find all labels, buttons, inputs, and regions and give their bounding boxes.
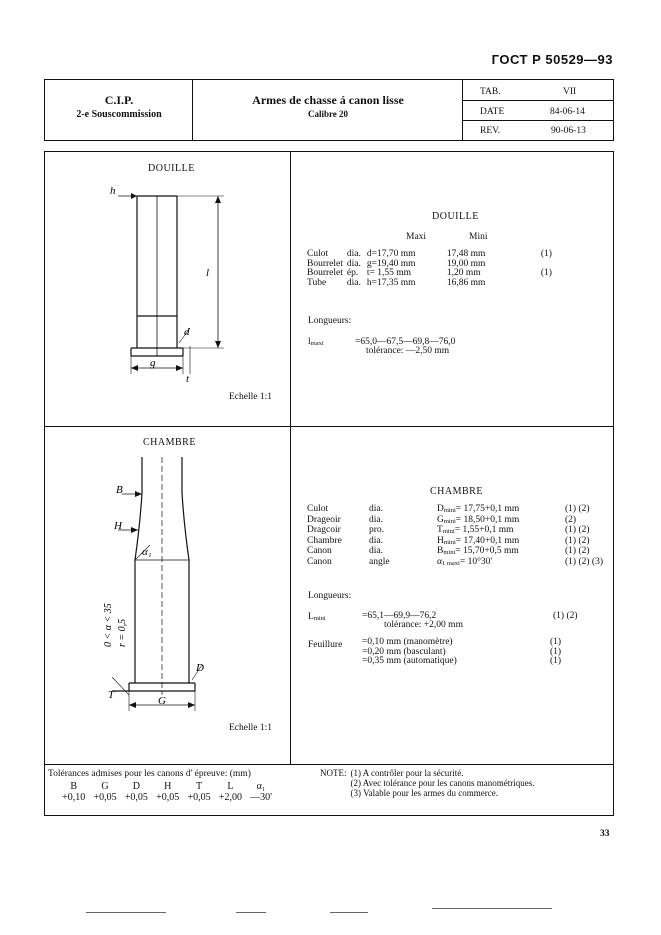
row-symbol-sub: 1 maxi — [441, 559, 460, 567]
chambre-longueurs-label: Longueurs: — [308, 591, 352, 601]
row-symbol: H — [437, 535, 444, 546]
row-note: (1) (2) — [565, 535, 590, 546]
row-type: pro. — [369, 525, 385, 536]
feuillure-note: (1) — [550, 656, 562, 667]
row-value-text: = 17,75+0,1 mm — [455, 504, 520, 514]
chambre-drawing-title: CHAMBRE — [143, 437, 196, 448]
tolerance-value: —30' — [250, 792, 272, 803]
chambre-dim-T: T — [108, 689, 115, 701]
row-symbol-sub: mini — [443, 549, 456, 557]
row-note: (1) — [540, 249, 552, 259]
douille-lmaxi-label: $l_{maxi}$ — [308, 337, 324, 347]
chambre-drawing — [82, 455, 272, 725]
row-symbol: α — [437, 556, 442, 567]
row-note: (1) (2) — [565, 525, 590, 536]
tolerance-symbol: H — [164, 781, 172, 792]
row-mini: 16,86 mm — [446, 277, 486, 288]
page-number: 33 — [600, 829, 610, 839]
tolerances-table — [58, 781, 276, 803]
row-value-text: = 1,55+0,1 mm — [454, 525, 514, 536]
row-note — [539, 279, 554, 289]
header-subcommission: 2-e Souscommission — [76, 109, 162, 120]
row-type: dia. — [369, 535, 383, 546]
douille-tolerance: tolérance: —2,50 mm — [366, 346, 450, 356]
tolerance-symbol: T — [195, 781, 203, 792]
tab-label: TAB. — [480, 87, 501, 97]
chambre-dim-B: B — [116, 484, 123, 496]
notes-block — [318, 768, 537, 798]
douille-dim-g: g — [150, 357, 156, 369]
chambre-dim-D: D — [196, 662, 204, 674]
chambre-dim-angle: 0 < α < 35 — [103, 603, 114, 647]
douille-scale: Echelle 1:1 — [229, 392, 272, 402]
note-item: (2) Avec tolérance pour les canons manométriques. — [350, 778, 535, 788]
row-name: Culot — [307, 249, 329, 259]
row-name: Bourrelet — [307, 268, 343, 279]
col-mini: Mini — [469, 232, 488, 242]
row-note: (1) (2) (3) — [565, 556, 603, 567]
feuillure-label: Feuillure — [308, 640, 343, 650]
notes-label: NOTE: — [320, 768, 347, 778]
feuillure-note: (1) — [550, 646, 562, 657]
feuillure-value: =0,10 mm (manomètre) — [362, 637, 453, 647]
row-mini: 17,48 mm — [446, 249, 486, 259]
row-symbol-sub: mini — [443, 538, 456, 546]
douille-lmaxi-value: =65,0—67,5—69,8—76,0 — [355, 337, 456, 347]
tab-value: VII — [563, 87, 577, 97]
row-note: (2) — [565, 514, 577, 525]
row-type: dia. — [346, 277, 361, 288]
note-item: (3) Valable pour les armes du commerce. — [350, 788, 499, 798]
douille-dim-h: h — [110, 185, 116, 197]
douille-table — [305, 250, 554, 288]
date-value: 84-06-14 — [550, 107, 585, 117]
tolerance-symbol: B — [70, 781, 77, 792]
douille-drawing — [100, 178, 280, 388]
rev-value: 90-06-13 — [551, 126, 586, 136]
standard-code: ГОСТ Р 50529—93 — [491, 52, 613, 67]
col-maxi: Maxi — [406, 232, 427, 242]
tolerances-title: Tolérances admises pour les canons d' épreuve: (mm) — [48, 769, 251, 779]
row-value — [435, 558, 563, 569]
row-value-text: = 17,40+0,1 mm — [455, 535, 520, 546]
row-symbol-sub: mini — [443, 517, 456, 525]
row-type: dia. — [369, 546, 383, 557]
tolerance-value: +0,10 — [62, 792, 86, 803]
douille-longueurs-label: Longueurs: — [308, 316, 352, 326]
row-maxi: h=17,35 mm — [366, 277, 416, 288]
chambre-dim-H: H — [114, 520, 122, 532]
row-name: Canon — [307, 556, 332, 567]
header-title: Armes de chasse á canon lisse — [252, 93, 404, 107]
row-maxi: d=17,70 mm — [366, 249, 416, 259]
date-label: DATE — [480, 107, 505, 117]
tolerance-value: +0,05 — [124, 792, 148, 803]
rev-label: REV. — [480, 126, 501, 136]
chambre-tolerance: tolérance: +2,00 mm — [384, 620, 463, 630]
douille-dim-d: d — [184, 326, 190, 338]
row-maxi: g=19,40 mm — [366, 258, 416, 269]
tolerance-symbol: G — [101, 781, 109, 792]
row-name: Dragcoir — [307, 525, 341, 536]
row-value — [435, 547, 563, 558]
douille-dim-t: t — [186, 373, 190, 385]
table-row — [305, 279, 554, 289]
row-type: dia. — [369, 504, 383, 514]
row-maxi: t= 1,55 mm — [366, 268, 412, 279]
row-value-text: = 10°30' — [459, 556, 493, 567]
douille-dim-l: l — [206, 267, 210, 279]
chambre-dim-r: r = 0,5 — [117, 618, 128, 647]
chambre-lmini-value: =65,1—69,9—76,2 — [362, 611, 437, 621]
row-note: (1) (2) — [565, 546, 590, 557]
row-symbol: D — [437, 504, 444, 514]
list-item — [360, 657, 563, 667]
chambre-table-title: CHAMBRE — [430, 486, 483, 497]
tolerance-value: +0,05 — [156, 792, 180, 803]
row-type: ép. — [346, 268, 359, 279]
chambre-dim-alpha: α₁ — [142, 546, 152, 558]
feuillure-note: (1) — [550, 637, 562, 647]
row-note: (1) — [540, 268, 552, 279]
chambre-dim-G: G — [158, 695, 166, 707]
douille-table-title: DOUILLE — [432, 211, 479, 222]
row-symbol: B — [437, 546, 444, 557]
chambre-lmini-label: $L_{mini}$ — [308, 612, 326, 622]
row-name: Drageoir — [307, 514, 341, 525]
row-type: angle — [369, 556, 390, 567]
row-type: dia. — [346, 258, 361, 269]
note-item: (1) A contrôler pour la sécurité. — [350, 768, 464, 778]
header-subtitle: Calibre 20 — [307, 109, 349, 119]
row-mini: 1,20 mm — [446, 268, 481, 279]
tolerance-value: +0,05 — [187, 792, 211, 803]
row-name: Chambre — [307, 535, 342, 546]
row-name: Tube — [307, 277, 327, 288]
chambre-scale: Echelle 1:1 — [229, 723, 272, 733]
row-symbol: G — [437, 514, 444, 525]
row-symbol-sub: mini — [443, 507, 456, 514]
row-type: dia. — [346, 249, 361, 259]
row-value-text: = 15,70+0,5 mm — [455, 546, 519, 557]
row-name: Canon — [307, 546, 332, 557]
chambre-table — [305, 505, 605, 569]
table-row — [305, 558, 605, 569]
tolerance-symbol: D — [132, 781, 140, 792]
tolerance-symbol: L — [227, 781, 234, 792]
row-note: (1) (2) — [565, 504, 590, 514]
feuillure-value: =0,20 mm (basculant) — [362, 646, 446, 657]
feuillure-table — [360, 638, 563, 667]
chambre-lmini-note: (1) (2) — [553, 611, 578, 621]
header-org: C.I.P. — [104, 93, 134, 107]
row-name: Bourrelet — [307, 258, 343, 269]
table-row — [305, 269, 554, 279]
douille-drawing-title: DOUILLE — [148, 163, 195, 174]
row-symbol: T — [437, 525, 443, 536]
row-mini: 19,00 mm — [446, 258, 486, 269]
row-value-text: = 18,50+0,1 mm — [455, 514, 520, 525]
row-symbol-sub: mini — [442, 528, 455, 536]
row-type: dia. — [369, 514, 383, 525]
table-row — [305, 547, 605, 558]
tolerance-symbol: α₁ — [256, 781, 266, 792]
row-name: Culot — [307, 504, 329, 514]
tolerance-value: +0,05 — [93, 792, 117, 803]
tolerance-value: +2,00 — [218, 792, 242, 803]
feuillure-value: =0,35 mm (automatique) — [362, 656, 457, 667]
